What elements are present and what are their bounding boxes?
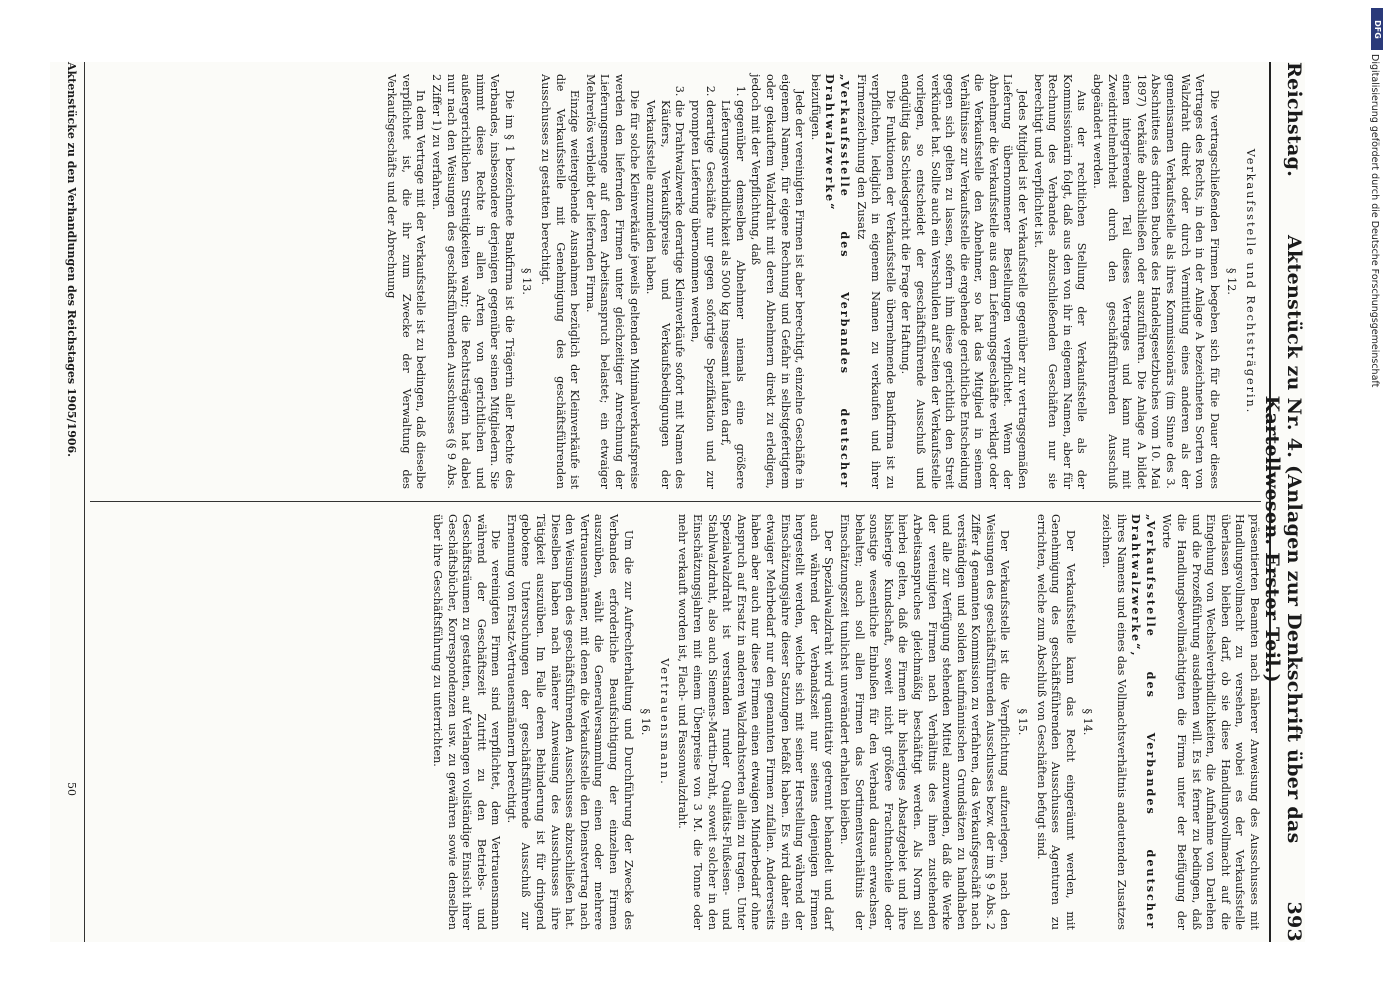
dfg-logo (1371, 8, 1383, 50)
text-paragraph: Um die zur Aufrechterhaltung und Durchführung der Zwecke des Verbandes erforderliche Beaufsichtigung der einzelnen Firmen auszuüben, wählt die Generalversammlung einen oder mehrere Vertrauensmänner, mit denen die Verkaufsstelle den Dienstvertrag nach den Weisungen des geschäftsführenden Ausschusses abzuschließen hat. Dieselben haben nach näherer Anweisung des Ausschusses ihre Tätigkeit auszuüben. Im Falle deren Behinderung ist für dringend gebotene Untersuchungen der geschäftsführende Ausschuß zur Ernennung von Ersatz-Vertrauensmännern berechtigt. (504, 514, 635, 930)
text-paragraph: Der Spezialwalzdraht wird quantitativ getrennt behandelt und darf auch während der Verbandszeit nur seitens denjenigen Firmen hergestellt werden, welche sich mit seiner Herstellung während der Einschätzungsjahre dieser Satzungen befaßt haben. Es wird daher ein etwaiger Mehrbedarf nur den genannten Firmen zufallen. Andererseits haben aber auch nur diese Firmen einen etwaigen Minderbedarf ohne Anspruch auf Ersatz in anderen Walzdrahtsorten allein zu tragen. Unter Spezialwalzdraht ist verstanden runder Qualitäts-Flußeisen- und Stahlwalzdraht, also auch Siemens-Martin-Draht, soweit solcher in den Einschätzungsjahren mit einem Überpreise von 3 M. die Tonne oder mehr verkauft worden ist, Flach- und Fassonwalzdraht. (676, 514, 836, 930)
running-head (1261, 62, 1305, 942)
quoted-firm-name: „Verkaufsstelle des Verbandes deutscher Drahtwalzwerke“, (1129, 514, 1158, 930)
running-head-title: Aktenstück zu Nr. 4. (Anlagen zur Denkschrift über das Kartellwesen. Erster Teil.) (1261, 235, 1305, 844)
text-paragraph: ihres Namens und eines das Vollmachtsverhältnis andeutenden Zusatzes zeichnen. (1100, 514, 1128, 930)
paragraph-number: § 13. (520, 268, 534, 295)
quoted-firm-name: „Verkaufsstelle des Verbandes deutscher Drahtwalzwerke“ (823, 74, 852, 489)
text-paragraph: Die für solche Kleinverkäufe jeweils geltenden Minimalverkaufspreise werden den liefernden Firmen unter gleichzeitiger Anrechnung der Lieferungsmenge auf deren Arbeitsanspruch belastet; ein etwaiger Mehrerlös verbleibt der liefernden Firma. (583, 74, 641, 489)
list-item: 2. derartige Geschäfte nur gegen sofortige Spezifikation und zur prompten Lieferung übernommen werden, (687, 100, 716, 489)
paragraph-number: § 16. (639, 708, 653, 736)
text-paragraph: Die im § 1 bezeichnete Bankfirma ist die Trägerin aller Rechte des Verbandes, insbesondere derjenigen gegenüber seinen Mitgliedern. Sie nimmt diese Rechte in allen Arten von gerichtlichen und außergerichtlichen Streitigkeiten wahr; die Rechtsträgerin hat dabei nur nach den Weisungen des geschäftsführenden Ausschusses (§ 9 Abs. 2 Ziffer 1) zu verfahren. (429, 74, 516, 489)
footer-imprint: Aktenstücke zu den Verhandlungen des Reichstages 1905/1906. (65, 62, 78, 457)
section-heading: Vertrauensmann. (657, 658, 671, 786)
text-paragraph: Aus der rechtlichen Stellung der Verkaufsstelle als der Kommissionärin folgt, daß aus den von ihr in eigenem Namen, aber für Rechnung des Verbandes abzuschließenden Geschäften nur sie berechtigt und verpflichtet ist. (1031, 74, 1089, 489)
page-footer (50, 62, 85, 942)
text-paragraph: präsentierten Beamten nach näherer Anweisung des Ausschusses mit Handlungsvollmacht zu versehen, wobei es der Verkaufsstelle überlassen bleiben darf, ob sie diese Handlungsvollmacht auf die Eingehung von Wechselverbindlichkeiten, die Aufnahme von Darlehen und die Prozeßführung ausdehnen will. Es ist ferner zu bedingen, daß die Handlungsbevollmächtigten die Firma unter der Beifügung der Worte (1160, 514, 1261, 930)
text-paragraph: Jede der vereinigten Firmen ist aber berechtigt, einzelne Geschäfte in eigenem Namen, für eigene Rechnung und Gefahr in selbstgefertigtem oder gekauftem Walzdraht mit deren Abnehmern direkt zu erledigen, jedoch mit der Verpflichtung, daß (749, 74, 807, 489)
paragraph-number: § 15. (1016, 708, 1030, 736)
text-paragraph: Jedes Mitglied ist der Verkaufsstelle gegenüber zur vertragsgemäßen Lieferung übernommener Bestellungen verpflichtet. Wenn der Abnehmer die Verkaufsstelle aus dem Lieferungsgeschäfte verklagt oder die Verkaufsstelle den Abnehmer, so hat das Mitglied in seinem Verhältnisse zur Verkaufsstelle die ergehende gerichtliche Entscheidung gegen sich gelten zu lassen, sofern ihm diese gerichtlich den Streit verkündet hat. Sollte auch ein Verschulden auf Seiten der Verkaufsstelle vorliegen, so entscheidet der geschäftsführende Ausschuß und endgültig das Schiedsgericht die Frage der Haftung. (899, 74, 1030, 489)
right-column (90, 502, 1261, 942)
digitization-note: Digitalisierung gefördert durch die Deutsche Forschungsgemeinschaft (1369, 54, 1380, 388)
text-paragraph: Der Verkaufsstelle ist die Verpflichtung aufzuerlegen, nach den Weisungen des geschäftsführenden Ausschusses bezw. der im § 9 Abs. 2 Ziffer 4 genannten Kommission zu verfahren, das Verkaufsgeschäft nach verständigen und soliden kaufmännischen Grundsätzen zu handhaben und alle zur Verfügung stehenden Mittel anzuwenden, daß die Werke der vereinigten Firmen nach Verhältnis des ihnen zustehenden Arbeitsanspruches gleichmäßig beschäftigt werden. Als Norm soll hierbei gelten, daß die Firmen ihr bisheriges Absatzgebiet und ihre bisherige Kundschaft, soweit nicht größere Frachtnachteile oder sonstige wesentliche Einbußen für den Verband daraus erwachsen, behalten; auch soll allen Firmen das Sortimentsverhältnis der Einschätzungszeit tunlichst unverändert erhalten bleiben. (837, 514, 1012, 930)
text-paragraph: beizufügen. (808, 74, 822, 141)
sheet-signature: 50 (65, 782, 78, 796)
page-number: 393 (1283, 901, 1305, 942)
text-paragraph: Die Funktionen der Verkaufsstelle übernehmende Bankfirma ist zu verpflichten, lediglich in eigenem Namen zu verkaufen und ihrer Firmenzeichnung den Zusatz (854, 74, 897, 489)
paragraph-number: § 12. (1225, 268, 1239, 295)
dfg-logo-text: DFG (1372, 19, 1382, 39)
paragraph-number: § 14. (1081, 708, 1095, 736)
list-item: 3. die Drahtwalzwerke derartige Kleinverkäufe sofort mit Namen des Käufers, Verkaufspreise und Verkaufsbedingungen der Verkaufsstelle anzumelden haben. (643, 100, 687, 489)
left-column (90, 62, 1261, 502)
list-item: 1. gegenüber demselben Abnehmer niemals eine größere Lieferungsverbindlichkeit als 5000 kg insgesamt laufen darf, (718, 100, 747, 489)
text-paragraph: Die vertragschließenden Firmen begeben sich für die Dauer dieses Vertrages des Rechts, in den in der Anlage A bezeichneten Sorten von Walzdraht direkt oder durch Vermittlung eines anderen als der gemeinsamen Verkaufsstelle als ihres Kommissionärs (im Sinne des 3. Abschnittes des dritten Buches des Handelsgesetzbuches vom 10. Mai 1897) Verkäufe abzuschließen oder auszuführen. Die Anlage A bildet einen integrierenden Teil dieses Vertrages und kann nur mit Zweidrittelmehrheit durch den geschäftsführenden Ausschuß abgeändert werden. (1091, 74, 1221, 489)
running-head-left: Reichstag. (1283, 62, 1305, 178)
text-paragraph: Der Verkaufsstelle kann das Recht eingeräumt werden, mit Genehmigung des geschäftsführenden Ausschusses Agenturen zu errichten, welche zum Abschluß von Geschäften befugt sind. (1034, 514, 1077, 930)
rotated-page (50, 62, 1305, 942)
text-paragraph: In dem Vertrage mit der Verkaufsstelle ist zu bedingen, daß dieselbe verpflichtet ist, die ihr zum Zwecke der Verwaltung des Verkaufsgeschäfts und der Abrechnung (385, 74, 428, 489)
text-paragraph: Die vereinigten Firmen sind verpflichtet, dem Vertrauensmann während der Geschäftszeit Zutritt zu den Betriebs- und Geschäftsräumen zu gestatten, auf Verlangen vollständige Einsicht ihrer Geschäftsbücher, Korrespondenzen usw. zu gewähren sowie denselben über ihre Geschäftsführung zu unterrichten. (430, 514, 503, 930)
text-paragraph: Einzige weitergehende Ausnahmen bezüglich der Kleinverkäufe ist die Verkaufsstelle mit Genehmigung des geschäftsführenden Ausschusses zu gestatten berechtigt. (539, 74, 582, 489)
numbered-list (643, 74, 747, 489)
text-columns (90, 62, 1261, 942)
section-heading: Verkaufsstelle und Rechtsträgerin. (1244, 148, 1257, 415)
